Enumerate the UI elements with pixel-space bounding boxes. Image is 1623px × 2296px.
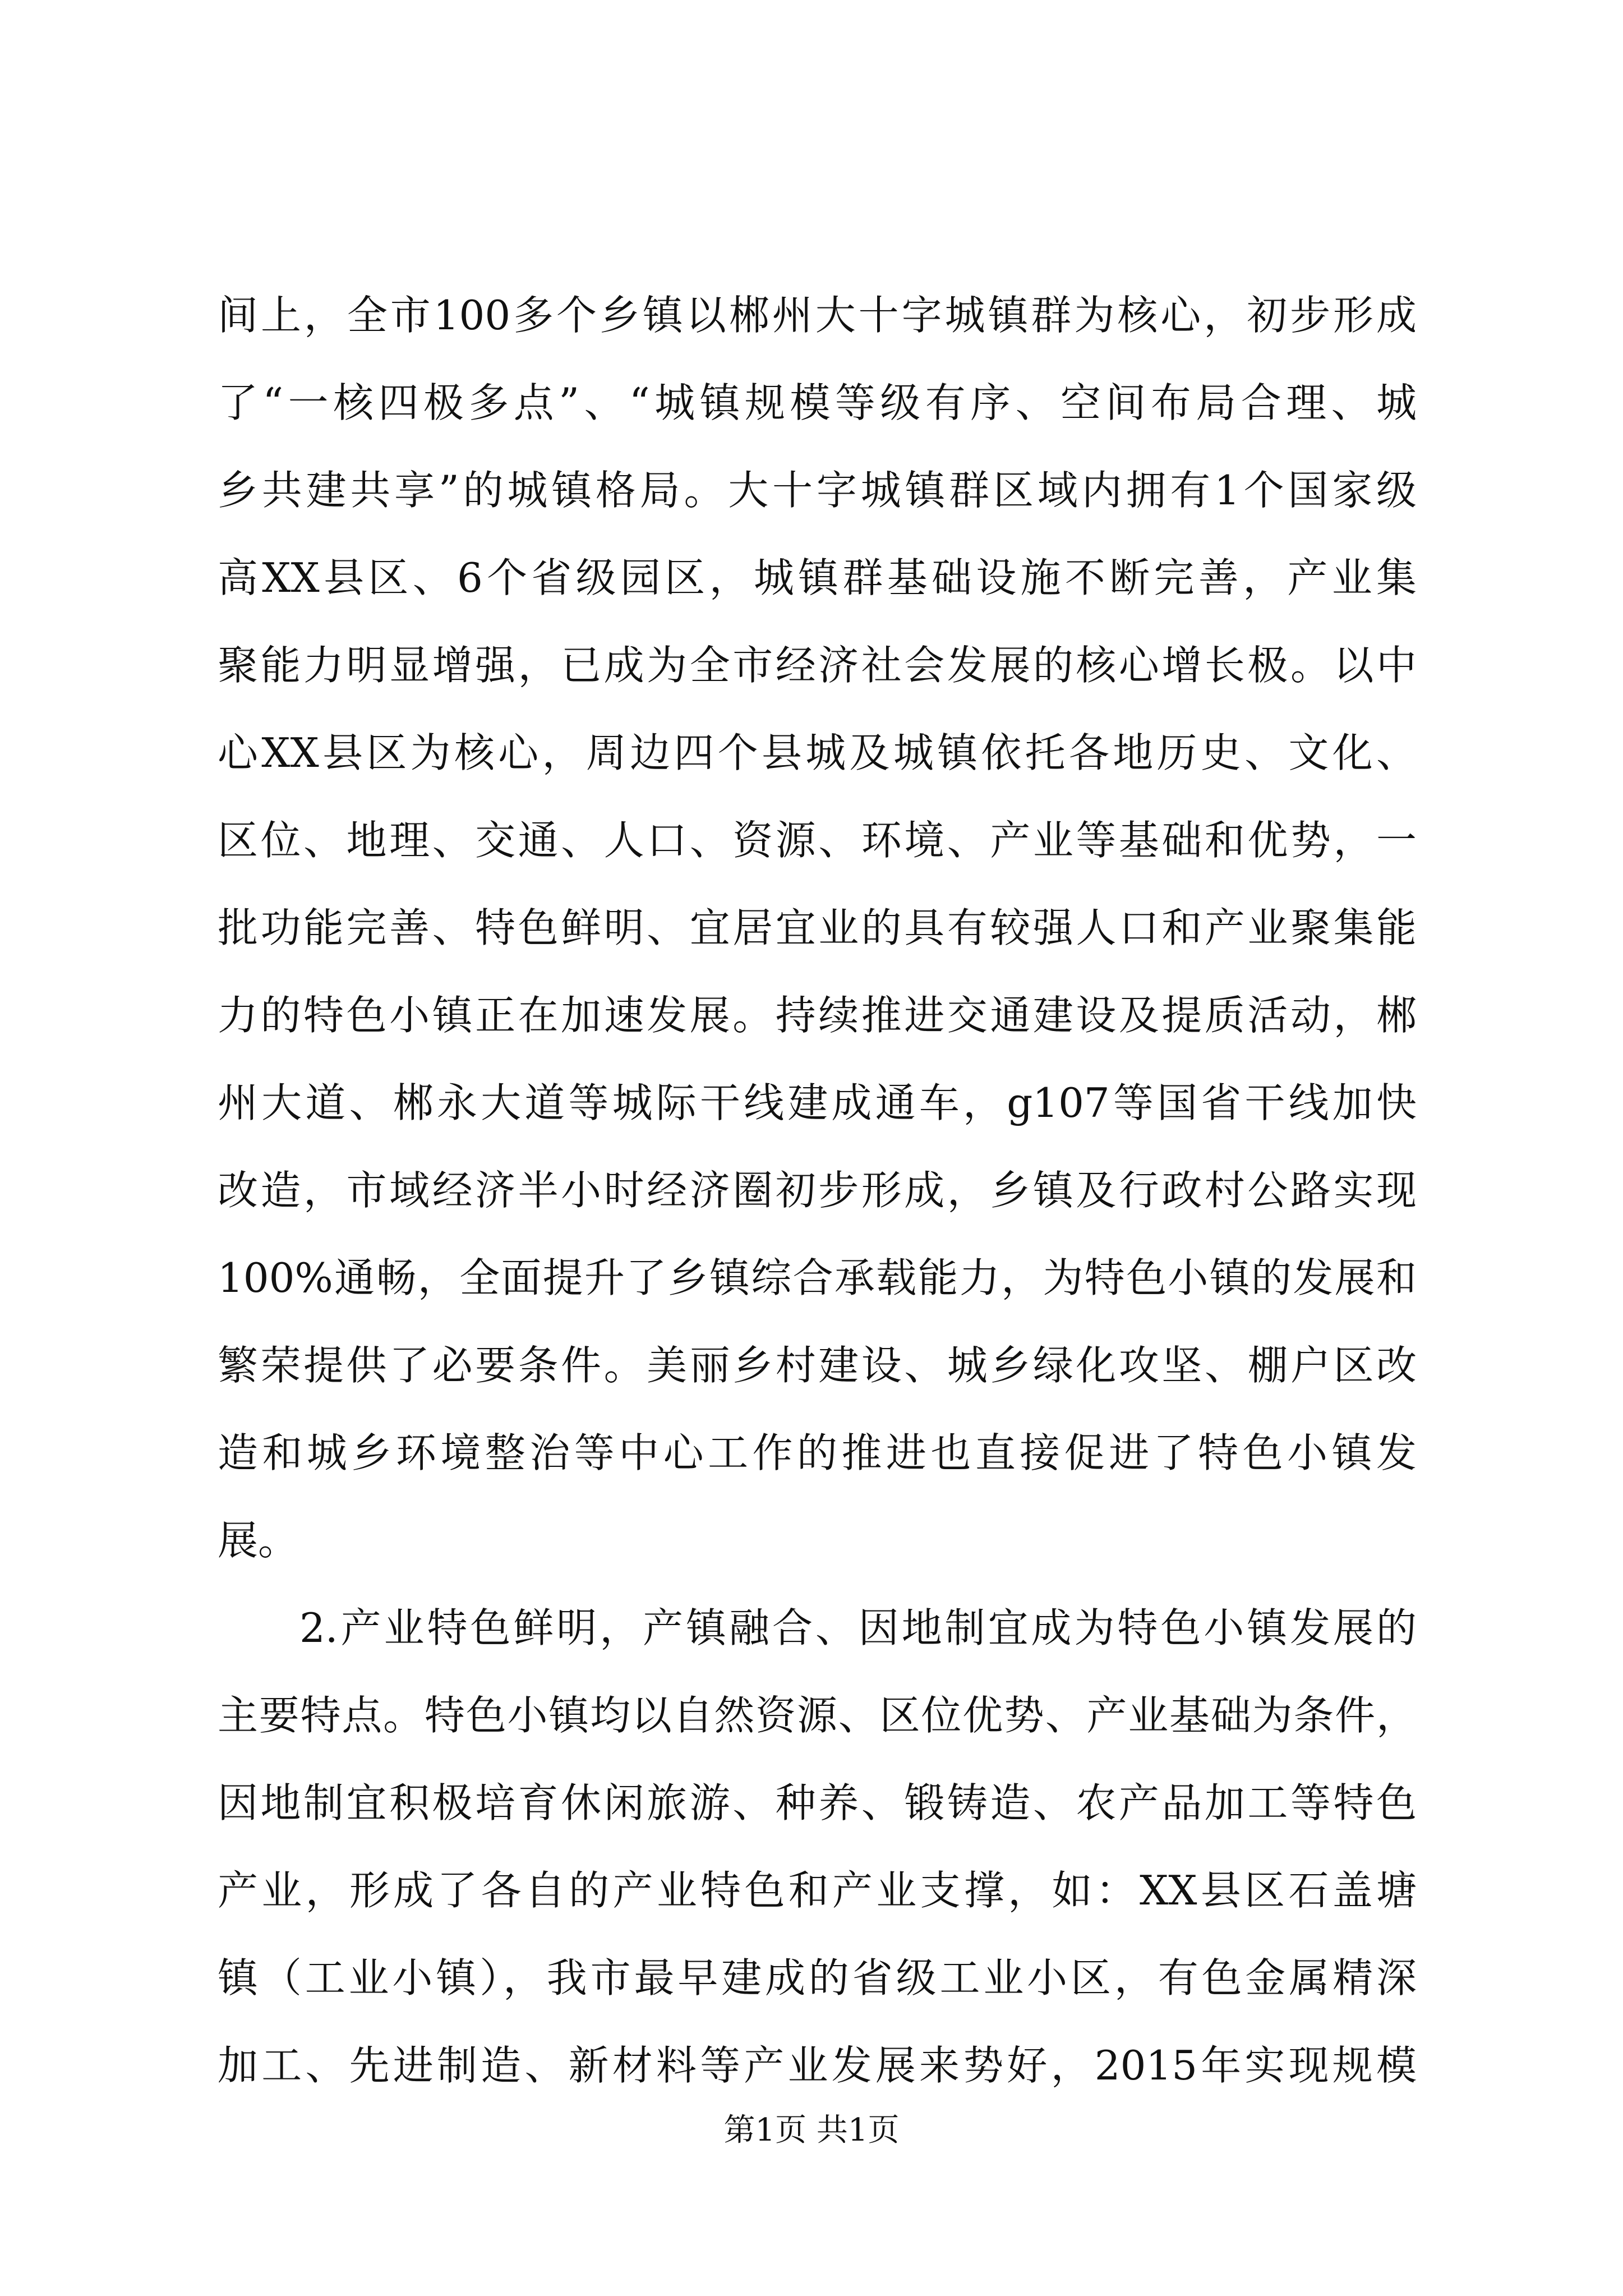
paragraph-line: 2.产业特色鲜明，产镇融合、因地制宜成为特色小镇发展的 bbox=[299, 1604, 1417, 1651]
paragraph-line: 100%通畅，全面提升了乡镇综合承载能力，为特色小镇的发展和 bbox=[218, 1254, 1417, 1301]
paragraph-line: 力的特色小镇正在加速发展。持续推进交通建设及提质活动，郴 bbox=[218, 992, 1417, 1039]
paragraph-line: 批功能完善、特色鲜明、宜居宜业的具有较强人口和产业聚集能 bbox=[218, 904, 1417, 951]
paragraph-line: 州大道、郴永大道等城际干线建成通车，g107等国省干线加快 bbox=[218, 1079, 1417, 1126]
paragraph-line: 镇（工业小镇），我市最早建成的省级工业小区，有色金属精深 bbox=[218, 1954, 1417, 2001]
paragraph-line: 高XX县区、6个省级园区，城镇群基础设施不断完善，产业集 bbox=[218, 554, 1417, 601]
paragraph-line: 乡共建共享”的城镇格局。大十字城镇群区域内拥有1个国家级 bbox=[218, 467, 1417, 514]
paragraph-line: 展。 bbox=[218, 1517, 299, 1564]
paragraph-line: 改造，市域经济半小时经济圈初步形成，乡镇及行政村公路实现 bbox=[218, 1167, 1417, 1214]
page-footer bbox=[0, 2108, 1623, 2153]
paragraph-line: 产业，形成了各自的产业特色和产业支撑，如：XX县区石盖塘 bbox=[218, 1867, 1417, 1914]
paragraph-line: 繁荣提供了必要条件。美丽乡村建设、城乡绿化攻坚、棚户区改 bbox=[218, 1342, 1417, 1389]
paragraph-line: 心XX县区为核心，周边四个县城及城镇依托各地历史、文化、 bbox=[218, 729, 1417, 776]
paragraph-line: 加工、先进制造、新材料等产业发展来势好，2015年实现规模 bbox=[218, 2042, 1417, 2089]
paragraph-line: 聚能力明显增强，已成为全市经济社会发展的核心增长极。以中 bbox=[218, 642, 1417, 689]
paragraph-line: 了“一核四极多点”、“城镇规模等级有序、空间布局合理、城 bbox=[218, 379, 1417, 426]
paragraph-line: 主要特点。特色小镇均以自然资源、区位优势、产业基础为条件， bbox=[218, 1692, 1417, 1739]
paragraph-line: 区位、地理、交通、人口、资源、环境、产业等基础和优势，一 bbox=[218, 817, 1417, 864]
paragraph-line: 间上，全市100多个乡镇以郴州大十字城镇群为核心，初步形成 bbox=[218, 292, 1417, 339]
body-text bbox=[218, 272, 1417, 2109]
paragraph-line: 造和城乡环境整治等中心工作的推进也直接促进了特色小镇发 bbox=[218, 1429, 1417, 1476]
paragraph-line: 因地制宜积极培育休闲旅游、种养、锻铸造、农产品加工等特色 bbox=[218, 1779, 1417, 1826]
page-number-label: 第1页 共1页 bbox=[723, 2112, 900, 2148]
